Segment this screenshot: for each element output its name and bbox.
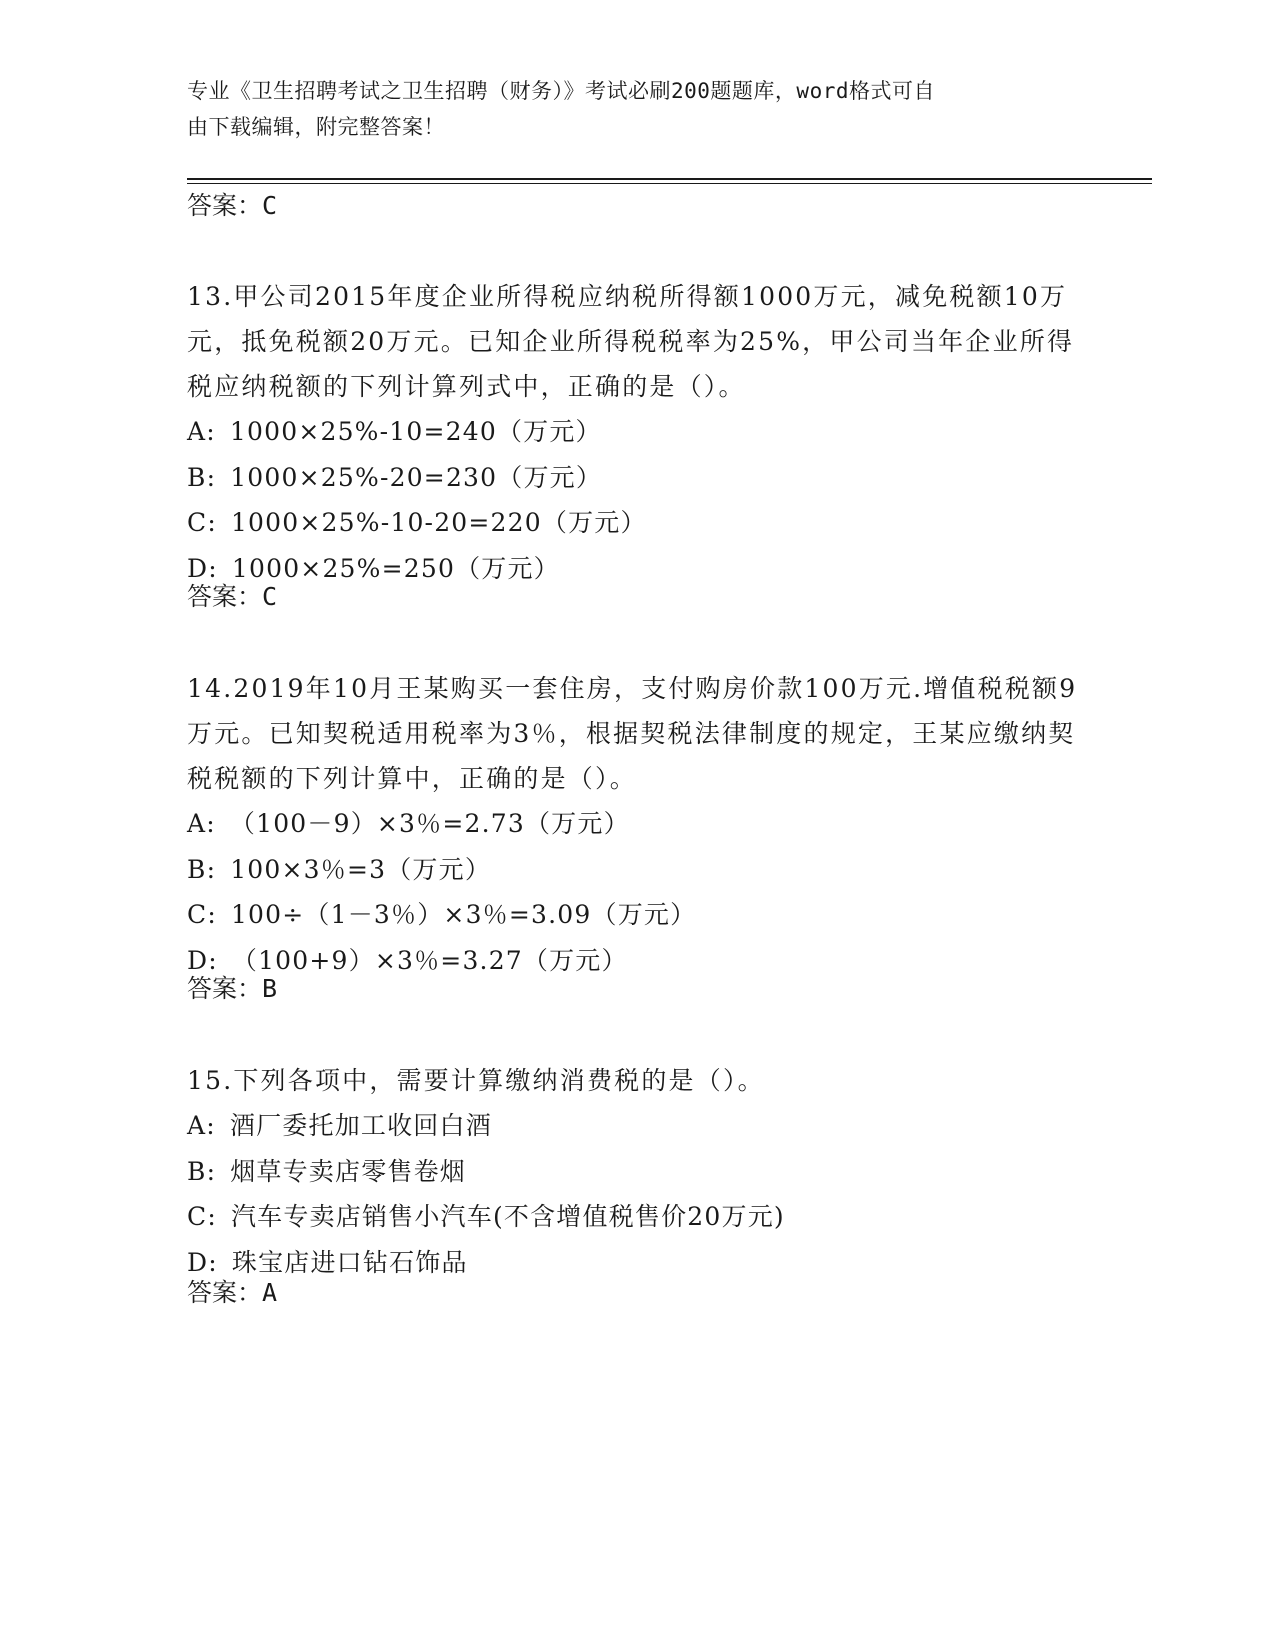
option-d [187,938,1087,984]
header-line-2: 由下载编辑，附完整答案！ [187,115,445,139]
question-text: 13.甲公司2015年度企业所得税应纳税所得额1000万元，减免税额10万元，抵免税额20万元。已知企业所得税税率为25%，甲公司当年企业所得税应纳税额的下列计算列式中，正确的是（）。 [187,282,1075,401]
option-label: D: [187,553,218,583]
option-text: 1000×25%-10=240（万元） [229,417,602,446]
option-label: A: [187,809,216,838]
option-text: 1000×25%=250（万元） [231,553,560,583]
question-text: 14.2019年10月王某购买一套住房，支付购房价款100万元.增值税税额9万元。已知契税适用税率为3％，根据契税法律制度的规定，王某应缴纳契税税额的下列计算中，正确的是（）。 [187,674,1078,793]
option-c [187,500,1087,546]
question-text: 15.下列各项中，需要计算缴纳消费税的是（）。 [187,1066,765,1095]
option-a [187,801,1087,847]
option-text: （100－9）×3％=2.73（万元） [229,809,630,838]
option-label: A: [187,1111,216,1140]
header-rule-thin [187,183,1152,184]
option-c [187,1194,1087,1240]
option-label: B: [187,854,217,884]
option-a [187,1103,1087,1149]
question-15 [187,1058,1087,1285]
option-text: 烟草专卖店零售卷烟 [230,1156,467,1186]
question-13 [187,274,1087,591]
option-text: （100+9）×3％=3.27（万元） [231,945,628,975]
question-14 [187,666,1087,983]
option-label: C: [187,900,217,929]
answer-15: 答案：A [187,1278,278,1307]
option-text: 汽车专卖店销售小汽车(不含增值税售价20万元) [230,1202,785,1231]
option-d [187,1240,1087,1286]
option-label: C: [187,1202,217,1231]
option-label: C: [187,508,217,537]
option-b [187,1149,1087,1195]
option-label: D: [187,1247,218,1277]
option-text: 100×3％=3（万元） [230,854,492,884]
option-label: D: [187,945,218,975]
page-header [187,73,1087,145]
option-text: 1000×25%-10-20=220（万元） [230,508,647,537]
option-label: B: [187,1156,217,1186]
option-b [187,455,1087,501]
option-text: 珠宝店进口钻石饰品 [231,1247,468,1277]
option-text: 酒厂委托加工收回白酒 [229,1111,492,1140]
header-line-1: 专业《卫生招聘考试之卫生招聘（财务）》考试必刷200题题库，word格式可自 [187,79,935,103]
header-rule-thick [187,178,1152,180]
option-label: A: [187,417,216,446]
option-text: 100÷（1－3％）×3％=3.09（万元） [230,900,697,929]
answer-13: 答案：C [187,582,278,611]
option-label: B: [187,462,217,492]
option-a [187,409,1087,455]
option-d [187,546,1087,592]
option-c [187,892,1087,938]
option-b [187,847,1087,893]
answer-previous: 答案：C [187,191,278,220]
answer-14: 答案：B [187,974,278,1003]
option-text: 1000×25%-20=230（万元） [230,462,603,492]
